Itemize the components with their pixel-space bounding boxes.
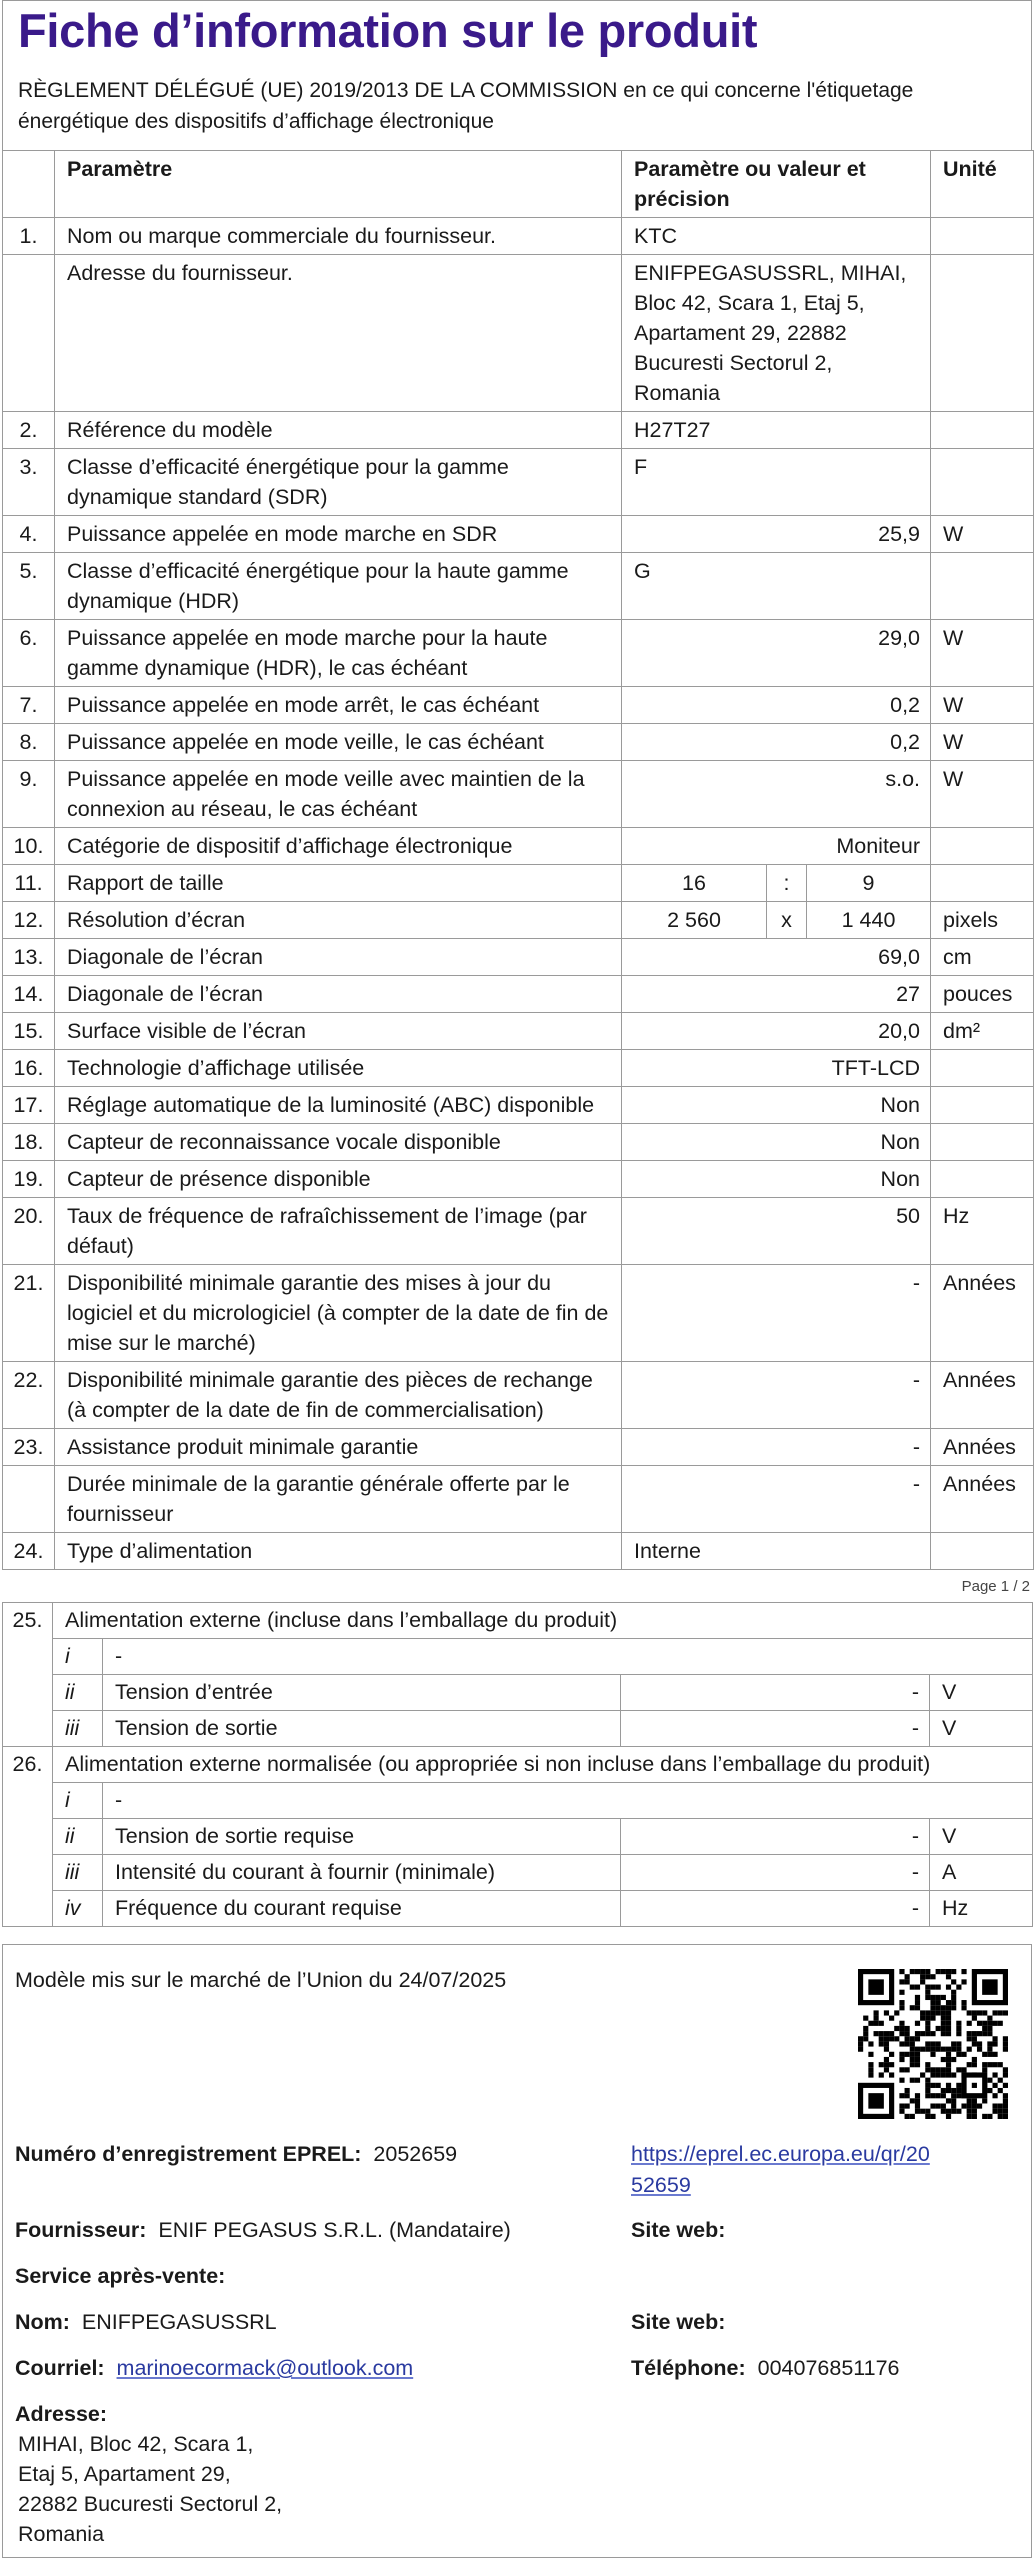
eprel-number [15, 2139, 457, 2170]
item-value: - [621, 1675, 930, 1711]
row-value-separator: x [767, 902, 807, 939]
address-line: Romania [18, 2522, 105, 2546]
header-unit: Unité [931, 151, 1034, 218]
table-row [3, 761, 1034, 828]
item-roman: i [53, 1639, 103, 1675]
page-number: Page 1 / 2 [961, 1578, 1030, 1595]
row-value: - [622, 1265, 931, 1362]
item-unit: V [930, 1675, 1033, 1711]
row-value-1: 2 560 [622, 902, 767, 939]
item-roman: i [53, 1783, 103, 1819]
table-row [3, 1533, 1034, 1570]
row-unit [931, 1161, 1034, 1198]
table-row [3, 255, 1034, 412]
name-value: ENIFPEGASUSSRL [81, 2310, 277, 2334]
row-number: 22. [3, 1362, 55, 1429]
row-number: 5. [3, 553, 55, 620]
row-unit [931, 1050, 1034, 1087]
registration-box [2, 1944, 1032, 2558]
row-unit [931, 1124, 1034, 1161]
address-block [18, 2429, 282, 2549]
row-parameter: Taux de fréquence de rafraîchissement de l’image (par défaut) [55, 1198, 622, 1265]
row-parameter: Capteur de reconnaissance vocale disponible [55, 1124, 622, 1161]
row-value: F [622, 449, 931, 516]
row-value-2: 1 440 [807, 902, 931, 939]
row-parameter: Puissance appelée en mode marche en SDR [55, 516, 622, 553]
row-number: 10. [3, 828, 55, 865]
row-parameter: Catégorie de dispositif d’affichage électronique [55, 828, 622, 865]
sheet-header [2, 0, 1032, 150]
phone-label: Téléphone: [631, 2356, 746, 2380]
address-line: Etaj 5, Apartament 29, [18, 2462, 231, 2486]
row-value: - [622, 1466, 931, 1533]
row-unit [931, 412, 1034, 449]
row-value: H27T27 [622, 412, 931, 449]
row-value-separator: : [767, 865, 807, 902]
row-unit: Années [931, 1362, 1034, 1429]
power-group-row [3, 1603, 1033, 1639]
row-unit [931, 1087, 1034, 1124]
row-parameter: Disponibilité minimale garantie des pièces de rechange (à compter de la date de fin de commercialisation) [55, 1362, 622, 1429]
row-parameter: Puissance appelée en mode veille avec maintien de la connexion au réseau, le cas échéant [55, 761, 622, 828]
row-value: G [622, 553, 931, 620]
table-row [3, 1161, 1034, 1198]
table-row [3, 1362, 1034, 1429]
row-parameter: Capteur de présence disponible [55, 1161, 622, 1198]
supplier-value: ENIF PEGASUS S.R.L. (Mandataire) [158, 2218, 511, 2242]
row-number: 7. [3, 687, 55, 724]
header-value: Paramètre ou valeur et précision [622, 151, 931, 218]
table-row [3, 516, 1034, 553]
row-parameter: Diagonale de l’écran [55, 939, 622, 976]
website-label-2: Site web: [631, 2310, 726, 2334]
website-label: Site web: [631, 2218, 726, 2242]
table-row [3, 828, 1034, 865]
row-value: Interne [622, 1533, 931, 1570]
external-power-table [2, 1602, 1033, 1927]
row-unit: W [931, 687, 1034, 724]
power-item-row [3, 1891, 1033, 1927]
row-number: 15. [3, 1013, 55, 1050]
item-label: Tension d’entrée [103, 1675, 621, 1711]
table-row [3, 1198, 1034, 1265]
table-row [3, 620, 1034, 687]
row-value: 69,0 [622, 939, 931, 976]
row-parameter: Classe d’efficacité énergétique pour la haute gamme dynamique (HDR) [55, 553, 622, 620]
table-row [3, 1050, 1034, 1087]
phone-value: 004076851176 [757, 2356, 900, 2380]
row-number [3, 255, 55, 412]
row-parameter: Puissance appelée en mode veille, le cas échéant [55, 724, 622, 761]
group-title: Alimentation externe (incluse dans l’emballage du produit) [53, 1603, 1033, 1639]
row-number: 9. [3, 761, 55, 828]
row-value: TFT-LCD [622, 1050, 931, 1087]
row-unit: pixels [931, 902, 1034, 939]
row-unit: cm [931, 939, 1034, 976]
table-row [3, 939, 1034, 976]
row-number: 12. [3, 902, 55, 939]
row-parameter: Résolution d’écran [55, 902, 622, 939]
phone [631, 2353, 900, 2384]
row-value-2: 9 [807, 865, 931, 902]
product-information-sheet [2, 0, 1034, 1566]
table-row [3, 1429, 1034, 1466]
item-unit: V [930, 1711, 1033, 1747]
row-value: 50 [622, 1198, 931, 1265]
row-parameter: Adresse du fournisseur. [55, 255, 622, 412]
row-number [3, 1466, 55, 1533]
row-unit: W [931, 620, 1034, 687]
item-value: - [621, 1855, 930, 1891]
row-number: 16. [3, 1050, 55, 1087]
table-row [3, 1013, 1034, 1050]
power-item-row [3, 1711, 1033, 1747]
item-value: - [621, 1711, 930, 1747]
item-label: Tension de sortie [103, 1711, 621, 1747]
row-unit: Années [931, 1429, 1034, 1466]
table-header-row [3, 151, 1034, 218]
group-number: 26. [3, 1747, 53, 1927]
table-row [3, 412, 1034, 449]
row-parameter: Type d’alimentation [55, 1533, 622, 1570]
table-row [3, 449, 1034, 516]
item-roman: ii [53, 1675, 103, 1711]
row-parameter: Réglage automatique de la luminosité (ABC) disponible [55, 1087, 622, 1124]
item-roman: iii [53, 1711, 103, 1747]
table-row [3, 553, 1034, 620]
row-value: 27 [622, 976, 931, 1013]
item-unit: Hz [930, 1891, 1033, 1927]
table-row [3, 1466, 1034, 1533]
item-value: - [621, 1819, 930, 1855]
item-unit: A [930, 1855, 1033, 1891]
address-label: Adresse: [15, 2402, 108, 2426]
row-parameter: Technologie d’affichage utilisée [55, 1050, 622, 1087]
row-value: Moniteur [622, 828, 931, 865]
row-value: KTC [622, 218, 931, 255]
row-number: 13. [3, 939, 55, 976]
row-unit [931, 255, 1034, 412]
supplier [15, 2215, 511, 2246]
parameters-table [2, 150, 1034, 1570]
row-number: 24. [3, 1533, 55, 1570]
regulation-subtitle: RÈGLEMENT DÉLÉGUÉ (UE) 2019/2013 DE LA COMMISSION en ce qui concerne l'étiquetage énergétique des dispositifs d’affichage électronique [18, 79, 914, 133]
row-number: 3. [3, 449, 55, 516]
table-row [3, 724, 1034, 761]
row-parameter: Assistance produit minimale garantie [55, 1429, 622, 1466]
row-unit [931, 553, 1034, 620]
item-unit: V [930, 1819, 1033, 1855]
email [15, 2353, 413, 2384]
table-row [3, 1124, 1034, 1161]
row-unit [931, 828, 1034, 865]
row-value: 0,2 [622, 687, 931, 724]
name-label: Nom: [15, 2310, 70, 2334]
row-parameter: Nom ou marque commerciale du fournisseur. [55, 218, 622, 255]
eprel-value: 2052659 [373, 2142, 458, 2166]
page-title: Fiche d’information sur le produit [18, 4, 758, 57]
row-value: - [622, 1362, 931, 1429]
group-title: Alimentation externe normalisée (ou appropriée si non incluse dans l’emballage du produit) [53, 1747, 1033, 1783]
row-number: 21. [3, 1265, 55, 1362]
qr-code-icon [858, 1969, 1008, 2119]
item-roman: ii [53, 1819, 103, 1855]
power-item-row [3, 1783, 1033, 1819]
row-unit: Hz [931, 1198, 1034, 1265]
row-value: - [622, 1429, 931, 1466]
row-unit [931, 865, 1034, 902]
row-number: 8. [3, 724, 55, 761]
item-roman: iii [53, 1855, 103, 1891]
row-value: 25,9 [622, 516, 931, 553]
item-label: Intensité du courant à fournir (minimale) [103, 1855, 621, 1891]
row-number: 2. [3, 412, 55, 449]
table-row [3, 687, 1034, 724]
row-value-1: 16 [622, 865, 767, 902]
row-number: 19. [3, 1161, 55, 1198]
eprel-label: Numéro d’enregistrement EPREL: [15, 2142, 362, 2166]
row-unit: dm² [931, 1013, 1034, 1050]
eprel-link[interactable] [631, 2139, 930, 2201]
row-value: Non [622, 1124, 931, 1161]
row-parameter: Puissance appelée en mode marche pour la haute gamme dynamique (HDR), le cas échéant [55, 620, 622, 687]
row-unit: W [931, 516, 1034, 553]
table-row [3, 218, 1034, 255]
row-number: 17. [3, 1087, 55, 1124]
power-item-row [3, 1639, 1033, 1675]
row-number: 1. [3, 218, 55, 255]
row-unit [931, 449, 1034, 516]
row-unit: Années [931, 1265, 1034, 1362]
row-value: Non [622, 1087, 931, 1124]
row-parameter: Diagonale de l’écran [55, 976, 622, 1013]
row-parameter: Rapport de taille [55, 865, 622, 902]
table-row [3, 1265, 1034, 1362]
table-row [3, 865, 1034, 902]
service-name [15, 2307, 277, 2338]
row-parameter: Classe d’efficacité énergétique pour la gamme dynamique standard (SDR) [55, 449, 622, 516]
item-label: Fréquence du courant requise [103, 1891, 621, 1927]
row-number: 4. [3, 516, 55, 553]
item-roman: iv [53, 1891, 103, 1927]
row-number: 14. [3, 976, 55, 1013]
address-line: MIHAI, Bloc 42, Scara 1, [18, 2432, 254, 2456]
power-item-row [3, 1855, 1033, 1891]
group-number: 25. [3, 1603, 53, 1747]
row-unit: pouces [931, 976, 1034, 1013]
power-item-row [3, 1819, 1033, 1855]
item-value: - [621, 1891, 930, 1927]
row-parameter: Surface visible de l’écran [55, 1013, 622, 1050]
row-number: 6. [3, 620, 55, 687]
email-link[interactable]: marinoecormack@outlook.com [116, 2356, 414, 2380]
row-value: 20,0 [622, 1013, 931, 1050]
address-line: 22882 Bucuresti Sectorul 2, [18, 2492, 283, 2516]
supplier-label: Fournisseur: [15, 2218, 147, 2242]
row-unit: Années [931, 1466, 1034, 1533]
table-row [3, 902, 1034, 939]
header-num [3, 151, 55, 218]
row-unit: W [931, 761, 1034, 828]
item-label: - [103, 1783, 1033, 1819]
market-placement-text: Modèle mis sur le marché de l’Union du 24/07/2025 [15, 1968, 507, 1992]
row-value: 29,0 [622, 620, 931, 687]
item-label: - [103, 1639, 1033, 1675]
row-unit: W [931, 724, 1034, 761]
eprel-link-line-2[interactable]: 52659 [631, 2173, 691, 2197]
row-number: 20. [3, 1198, 55, 1265]
row-value: 0,2 [622, 724, 931, 761]
eprel-link-line-1[interactable]: https://eprel.ec.europa.eu/qr/20 [631, 2142, 930, 2166]
row-parameter: Puissance appelée en mode arrêt, le cas échéant [55, 687, 622, 724]
row-number: 11. [3, 865, 55, 902]
item-label: Tension de sortie requise [103, 1819, 621, 1855]
row-number: 23. [3, 1429, 55, 1466]
row-number: 18. [3, 1124, 55, 1161]
row-value: Non [622, 1161, 931, 1198]
email-label: Courriel: [15, 2356, 105, 2380]
power-group-row [3, 1747, 1033, 1783]
row-unit [931, 1533, 1034, 1570]
row-parameter: Durée minimale de la garantie générale offerte par le fournisseur [55, 1466, 622, 1533]
table-row [3, 976, 1034, 1013]
row-value: ENIFPEGASUSSRL, MIHAI, Bloc 42, Scara 1, Etaj 5, Apartament 29, 22882 Bucuresti Sectorul 2, Romania [622, 255, 931, 412]
table-row [3, 1087, 1034, 1124]
row-unit [931, 218, 1034, 255]
after-sales-label: Service après-vente: [15, 2264, 226, 2288]
header-parameter: Paramètre [55, 151, 622, 218]
power-item-row [3, 1675, 1033, 1711]
row-parameter: Référence du modèle [55, 412, 622, 449]
row-parameter: Disponibilité minimale garantie des mises à jour du logiciel et du micrologiciel (à compter de la date de fin de mise sur le marché) [55, 1265, 622, 1362]
row-value: s.o. [622, 761, 931, 828]
